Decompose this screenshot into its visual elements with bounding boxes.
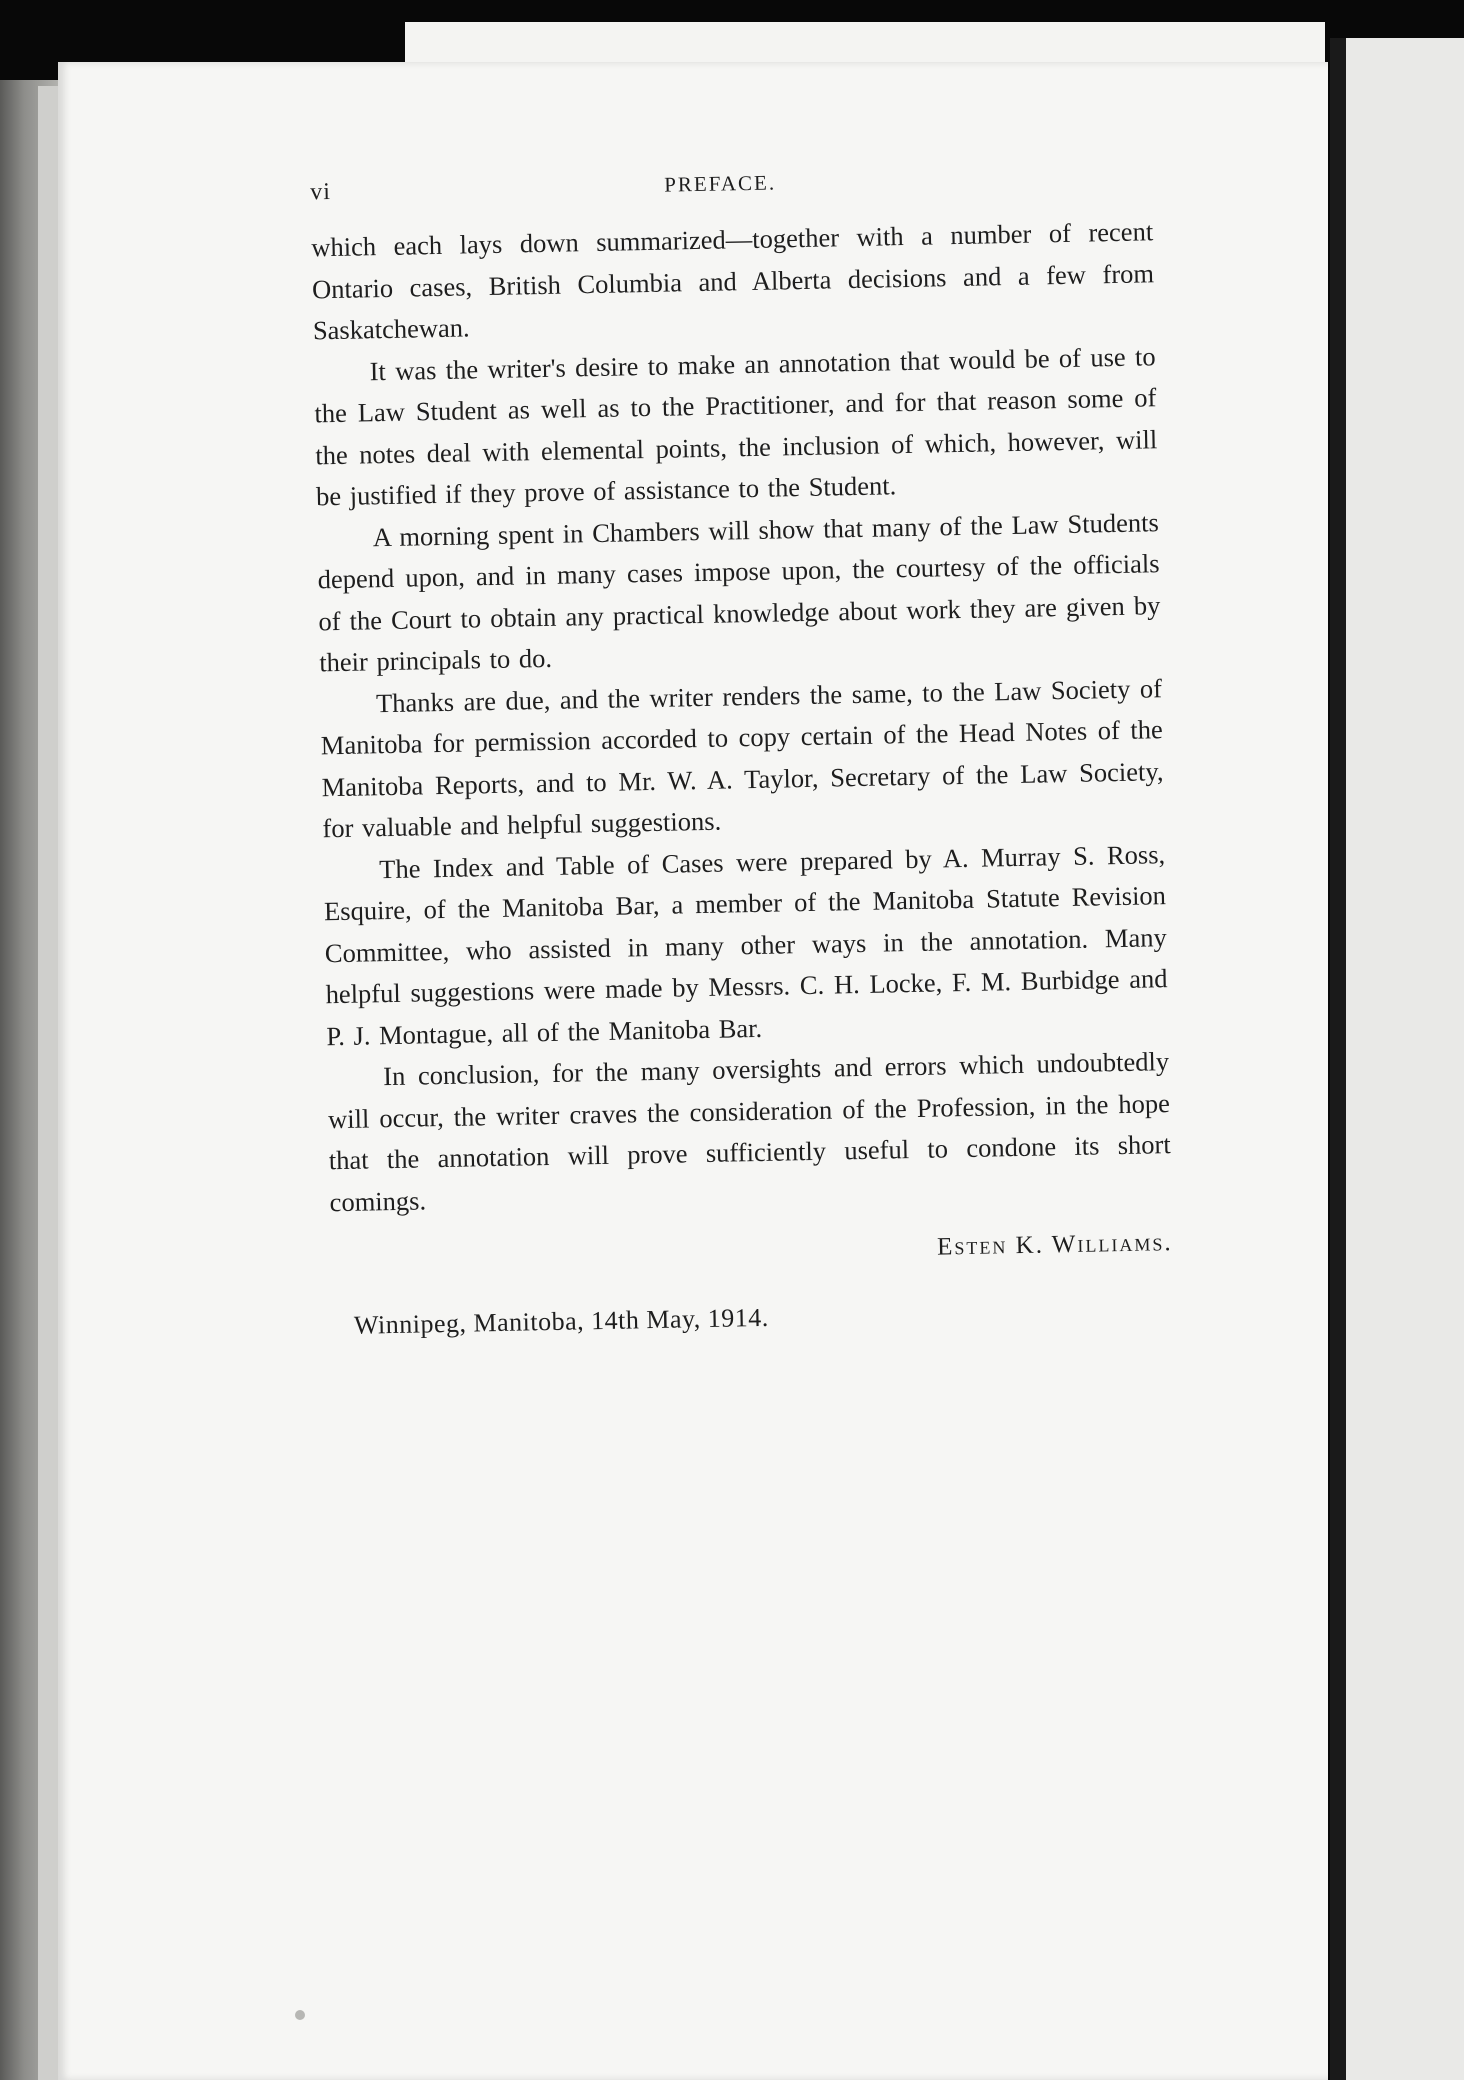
page-number: vi [309,179,332,206]
running-head: PREFACE. [663,170,777,197]
paragraph-writers-desire: It was the writer's desire to make an annotation that would be of use to the Law Student as well as to the Practitioner, and for that reason some of the notes deal with elemental points, the inclusion of which, however, will be justified if they prove of assistance to the Student. [314,340,1158,512]
paragraph-chambers: A morning spent in Chambers will show that many of the Law Students depend upon, and in many cases impose upon, the courtesy of the officials of the Court to obtain any practical knowledge about work they are given by their principals to do. [317,506,1161,678]
paragraph-continued: which each lays down summarized—together with a number of recent Ontario cases, British Columbia and Alberta decisions and a few from Saskatchewan. [311,216,1155,346]
paragraph-conclusion: In conclusion, for the many oversights and errors which undoubtedly will occur, the writer craves the consideration of the Profession, in the hope that the annotation will prove sufficiently useful to condone its short comings. [327,1046,1171,1217]
place-and-date: Winnipeg, Manitoba, 14th May, 1914. [353,1302,770,1340]
top-paper-strip [405,22,1325,62]
paragraph-index: The Index and Table of Cases were prepared by A. Murray S. Ross, Esquire, of the Manitoba Bar, a member of the Manitoba Statute Revision Committee, who assisted in many other ways in the annotation. Many helpful suggestions were made by Messrs. C. H. Locke, F. M. Burbidge and P. J. Montague, all of the Manitoba Bar. [323,838,1168,1051]
author-signature: Esten K. Williams. [936,1229,1173,1261]
paper-speck [295,2010,305,2020]
preface-body [281,211,1180,1224]
page-content [280,163,1182,1342]
facing-page-edge [1330,38,1464,2080]
paragraph-thanks: Thanks are due, and the writer renders the same, to the Law Society of Manitoba for permission accorded to copy certain of the Head Notes of the Manitoba Reports, and to Mr. W. A. Taylor, Secretary of the Law Society, for valuable and helpful suggestions. [320,672,1164,844]
